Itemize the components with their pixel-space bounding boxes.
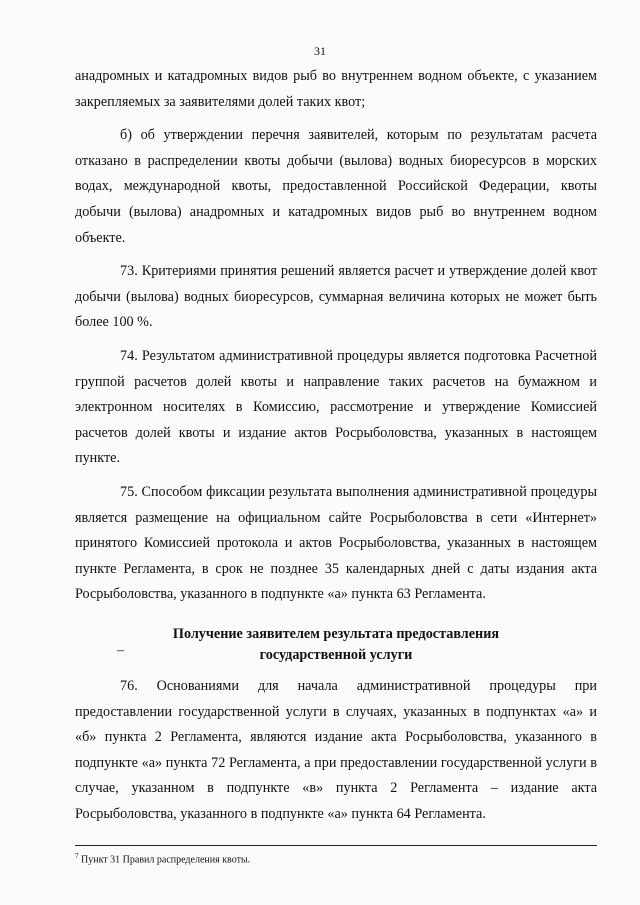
footnote-divider [75, 845, 597, 846]
paragraph-continuation: анадромных и катадромных видов рыб во внутреннем водном объекте, с указанием закрепляемых за заявителями долей таких квот; [75, 68, 597, 110]
footnote-text: Пункт 31 Правил распределения квоты. [78, 854, 251, 866]
paragraph-b: б) об утверждении перечня заявителей, которым по результатам расчета отказано в распределении квоты добычи (вылова) водных биоресурсов в морских водах, международной квоты, предоставленной Российской Федерации, квоты добычи (вылова) анадромных и катадромных видов рыб во внутреннем водном объекте. [75, 127, 597, 246]
footnote [75, 852, 250, 865]
document-body-2 [75, 674, 597, 828]
document-body [75, 64, 597, 608]
footnote-marker: 7 [75, 852, 79, 860]
page-number: 31 [314, 44, 326, 58]
section-heading [75, 624, 597, 666]
section-heading-line-2: государственной услуги [259, 647, 413, 663]
paragraph-74: 74. Результатом административной процедуры является подготовка Расчетной группой расчетов долей квоты и направление таких расчетов на бумажном и электронном носителях в Комиссию, рассмотрение и утверждение Комиссией расчетов долей квоты и издание актов Росрыболовства, указанных в настоящем пункте. [75, 347, 597, 467]
section-heading-line-1: Получение заявителем результата предоставления [172, 626, 500, 642]
paragraph-75: 75. Способом фиксации результата выполнения административной процедуры является размещение на официальном сайте Росрыболовства в сети «Интернет» принятого Комиссией протокола и актов Росрыболовства, указанных в настоящем пункте Регламента, в срок не позднее 35 календарных дней с даты издания акта Росрыболовства, указанного в подпункте «а» пункта 63 Регламента. [75, 483, 597, 603]
paragraph-76: 76. Основаниями для начала административной процедуры при предоставлении государственной услуги в случаях, указанных в подпунктах «а» и «б» пункта 2 Регламента, являются издание акта Росрыболовства, указанного в подпункте «а» пункта 72 Регламента, а при предоставлении государственной услуги в случае, указанном в подпункте «в» пункта 2 Регламента – издание акта Росрыболовства, указанного в подпункте «а» пункта 64 Регламента. [75, 678, 597, 822]
dash-mark: – [117, 643, 124, 658]
paragraph-73: 73. Критериями принятия решений является расчет и утверждение долей квот добычи (вылова) водных биоресурсов, суммарная величина которых не может быть более 100 %. [75, 263, 597, 331]
